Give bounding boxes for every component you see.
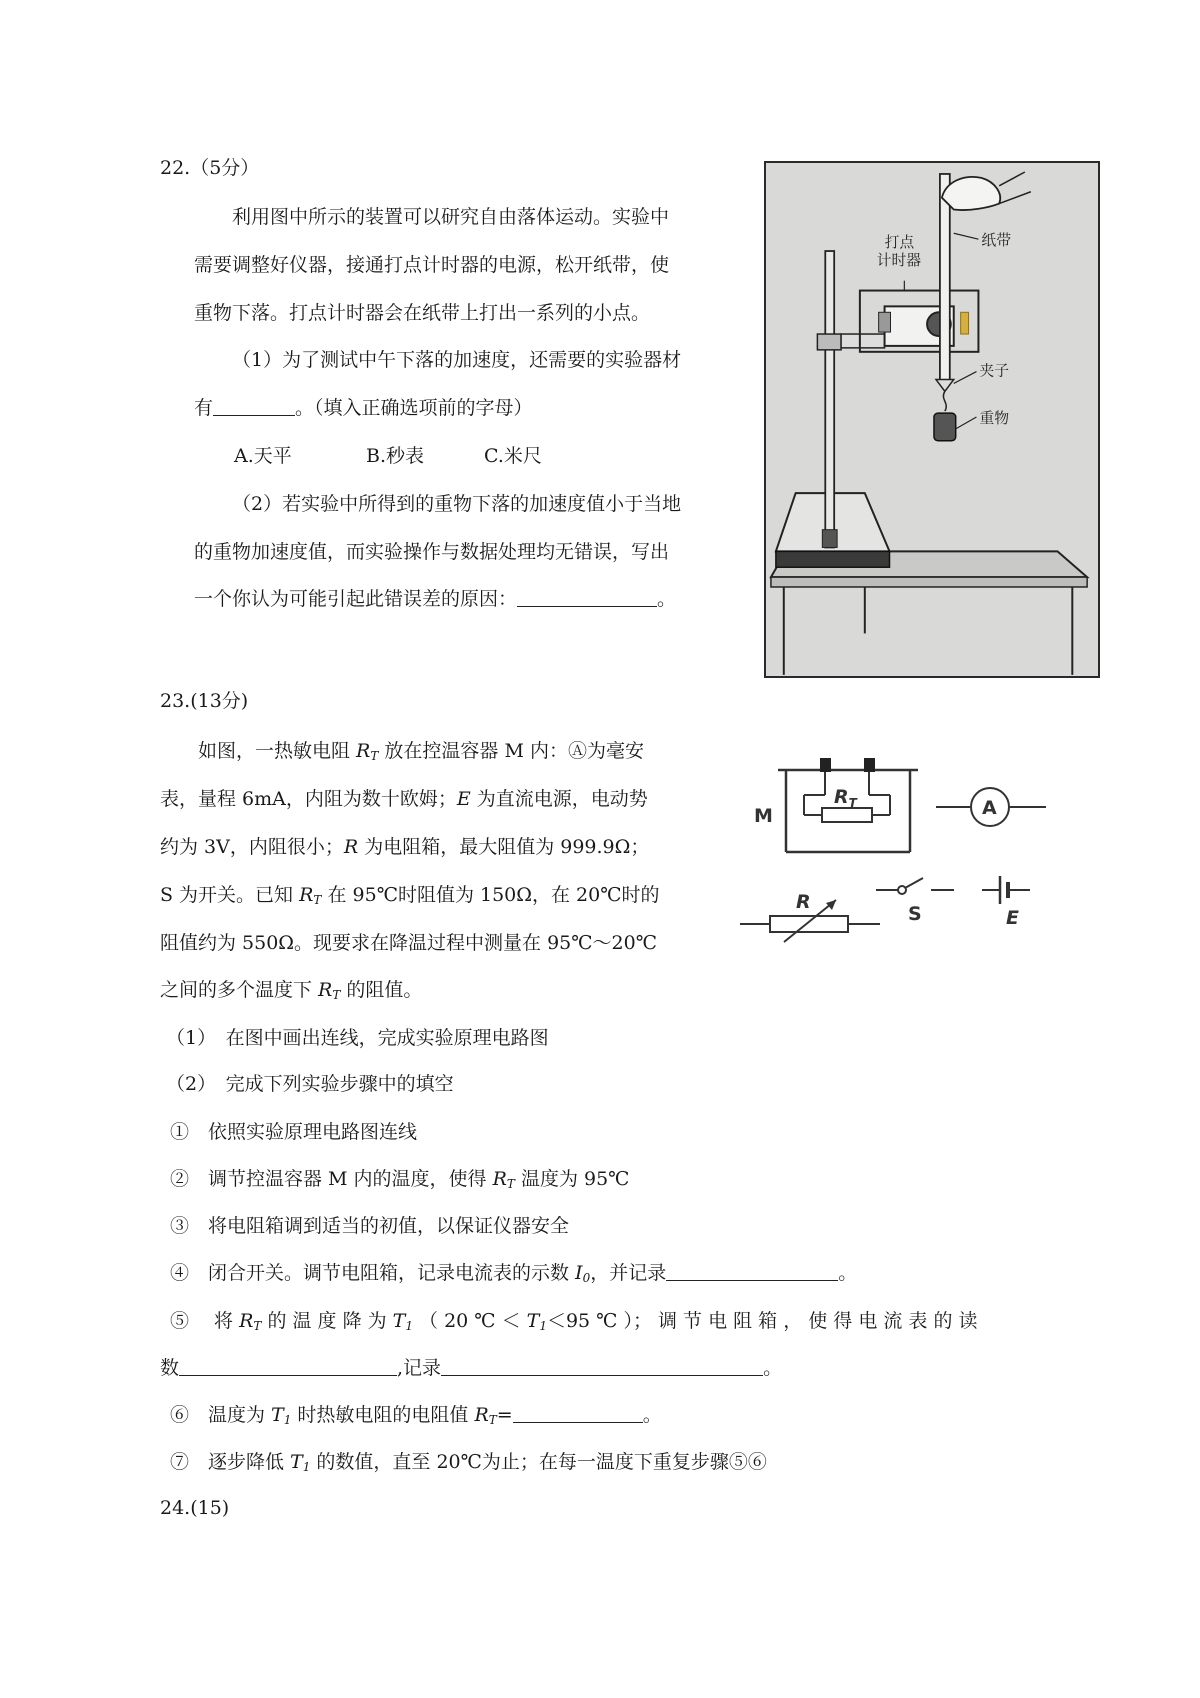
q23-header: 23.(13分)	[160, 690, 249, 712]
q23-step4-text-c: 。	[838, 1262, 858, 1284]
label-R: R	[796, 891, 811, 913]
q23-l2-text-b: 为直流电源，电动势	[470, 788, 648, 810]
q22-subq1-suffix: 。（填入正确选项前的字母）	[295, 397, 533, 419]
free-fall-apparatus-drawing	[766, 163, 1098, 676]
label-S: S	[908, 903, 922, 925]
q23-step5-text-b: 的 温 度 降 为	[261, 1310, 393, 1332]
q22-subq2-line-3	[194, 586, 676, 612]
q22-line-1: 利用图中所示的装置可以研究自由落体运动。实验中	[232, 206, 670, 228]
rt-symbol: $R_T$	[239, 1310, 262, 1333]
q23-intro-line-3	[160, 834, 649, 860]
label-tape: 纸带	[981, 232, 1012, 250]
q22-subq1-line-1: （1）为了测试中午下落的加速度，还需要的实验器材	[232, 349, 682, 371]
q23-part2: （2） 完成下列实验步骤中的填空	[166, 1073, 454, 1095]
q23-step5-reading-blank[interactable]	[179, 1355, 397, 1376]
q23-step4-text-b: ，并记录	[590, 1262, 667, 1284]
rt-symbol: $R_T$	[299, 884, 322, 907]
q23-l1-text-a: 如图，一热敏电阻	[198, 740, 357, 762]
q23-step5-text-a: ⑤ 将	[170, 1310, 240, 1332]
q22-subq2-suffix: 。	[657, 588, 677, 610]
q23-step5-record-blank[interactable]	[441, 1355, 763, 1376]
q23-step4-answer-blank[interactable]	[666, 1260, 838, 1281]
q23-intro-line-6	[160, 977, 422, 1008]
q23-step5-l2-text-c: 。	[763, 1357, 783, 1379]
label-RT: $R_T$	[834, 786, 857, 810]
q22-option-b: B.秒表	[366, 445, 425, 467]
q22-subq1-line-2	[194, 395, 533, 421]
q23-step7-text-b: 的数值，直至 20℃为止；在每一温度下重复步骤⑤⑥	[310, 1451, 767, 1473]
q22-subq2-answer-blank[interactable]	[517, 586, 657, 607]
q23-step5-text-d: ＜95 ℃ ）； 调 节 电 阻 箱 ， 使 得 电 流 表 的 读	[546, 1310, 978, 1332]
q23-l6-text-a: 之间的多个温度下	[160, 979, 319, 1001]
q22-line-3: 重物下落。打点计时器会在纸带上打出一系列的小点。	[194, 302, 651, 324]
e-symbol: E	[456, 788, 471, 810]
rt-symbol: $R_T$	[356, 740, 379, 763]
q22-subq2-line-1: （2）若实验中所得到的重物下落的加速度值小于当地	[232, 493, 682, 515]
q23-step6-text-b: 时热敏电阻的电阻值	[291, 1404, 475, 1426]
q23-step-3: ③ 将电阻箱调到适当的初值，以保证仪器安全	[170, 1215, 570, 1237]
q23-step5-l2-text-a: 数	[160, 1357, 180, 1379]
q23-l3-text-a: 约为 3V，内阻很小；	[160, 836, 344, 858]
q23-l6-text-b: 的阻值。	[340, 979, 423, 1001]
label-A: A	[982, 797, 997, 819]
q22-subq1-answer-blank[interactable]	[213, 395, 295, 416]
q23-step7-text-a: ⑦ 逐步降低	[170, 1451, 291, 1473]
label-M: M	[754, 805, 773, 827]
q23-step6-answer-blank[interactable]	[513, 1402, 643, 1423]
q23-step6-text-d: 。	[642, 1404, 662, 1426]
q23-l1-text-b: 放在控温容器 M 内：Ⓐ为毫安	[378, 740, 644, 762]
r-symbol: R	[343, 836, 359, 858]
q22-subq1-prefix: 有	[194, 397, 214, 419]
q22-subq2-line-2: 的重物加速度值，而实验操作与数据处理均无错误，写出	[194, 541, 670, 563]
q22-option-a: A.天平	[234, 445, 292, 467]
label-clip: 夹子	[979, 362, 1010, 380]
q23-l2-text-a: 表，量程 6mA，内阻为数十欧姆；	[160, 788, 457, 810]
q23-step2-text-a: ② 调节控温容器 M 内的温度，使得	[170, 1168, 493, 1190]
circuit-components-drawing	[738, 740, 1078, 970]
q22-header: 22.（5分）	[160, 157, 260, 179]
t1-symbol: $T_1$	[526, 1310, 547, 1333]
q23-step5-l2-text-b: ,记录	[397, 1357, 442, 1379]
q23-intro-line-1	[198, 738, 644, 769]
t1-symbol: $T_1$	[392, 1310, 413, 1333]
q23-intro-line-2	[160, 786, 648, 812]
label-timer-1: 打点	[884, 234, 915, 252]
q23-step5-text-c: （ 20 ℃ ＜	[413, 1310, 527, 1332]
label-weight: 重物	[979, 409, 1010, 427]
q23-l4-text-b: 在 95℃时阻值为 150Ω，在 20℃时的	[321, 884, 660, 906]
rt-symbol: $R_T$	[474, 1404, 497, 1427]
q23-step-6	[170, 1402, 662, 1433]
label-E: E	[1006, 907, 1019, 929]
q23-step2-text-b: 温度为 95℃	[514, 1168, 630, 1190]
q22-line-2: 需要调整好仪器，接通打点计时器的电源，松开纸带，使	[194, 254, 670, 276]
q23-step-7	[170, 1449, 767, 1480]
t1-symbol: $T_1$	[290, 1451, 311, 1474]
free-fall-apparatus-figure	[764, 161, 1100, 678]
q23-step-5	[170, 1308, 978, 1339]
q23-step-1: ① 依照实验原理电路图连线	[170, 1121, 418, 1143]
q23-step-4	[170, 1260, 857, 1291]
q24-header: 24.(15)	[160, 1497, 230, 1519]
circuit-components-figure	[738, 740, 1078, 970]
q23-step-5-line-2	[160, 1355, 782, 1381]
q23-part1: （1） 在图中画出连线，完成实验原理电路图	[166, 1027, 549, 1049]
q23-step6-text-a: ⑥ 温度为	[170, 1404, 272, 1426]
q23-step-2	[170, 1166, 629, 1197]
q23-l3-text-b: 为电阻箱，最大阻值为 999.9Ω；	[358, 836, 650, 858]
rt-symbol: $R_T$	[492, 1168, 515, 1191]
q23-intro-line-4	[160, 882, 659, 913]
q23-step6-text-c: =	[496, 1404, 513, 1426]
q22-subq2-prefix: 一个你认为可能引起此错误差的原因：	[194, 588, 518, 610]
q23-intro-line-5: 阻值约为 550Ω。现要求在降温过程中测量在 95℃～20℃	[160, 932, 657, 954]
rt-symbol: $R_T$	[318, 979, 341, 1002]
t1-symbol: $T_1$	[271, 1404, 292, 1427]
q23-step4-text-a: ④ 闭合开关。调节电阻箱，记录电流表的示数	[170, 1262, 576, 1284]
q23-l4-text-a: S 为开关。已知	[160, 884, 300, 906]
label-timer-2: 计时器	[876, 251, 922, 269]
i0-symbol: $I_0$	[575, 1262, 591, 1285]
q22-option-c: C.米尺	[484, 445, 542, 467]
